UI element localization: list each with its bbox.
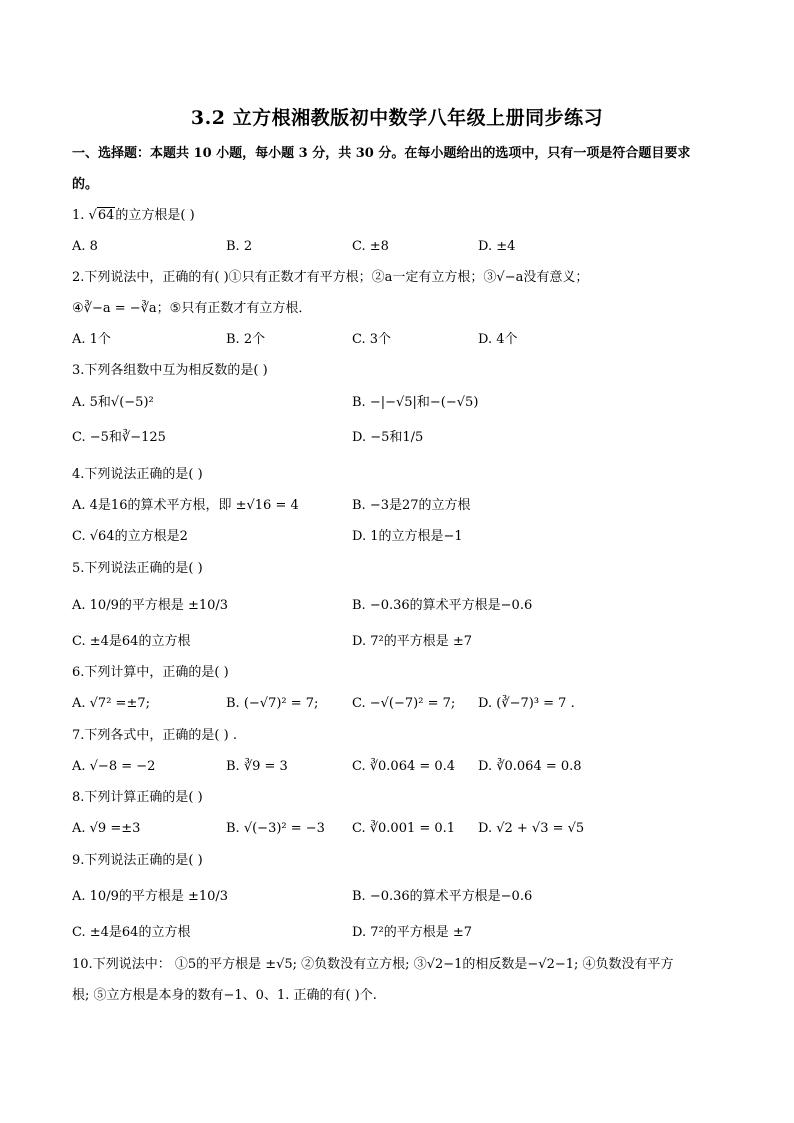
- page-title: 3.2 立方根湘教版初中数学八年级上册同步练习: [190, 107, 604, 129]
- q5-option-b[interactable]: B. −0.36的算术平方根是−0.6: [352, 598, 533, 613]
- q2-option-d[interactable]: D. 4个: [478, 332, 518, 347]
- q6-option-c[interactable]: C. −√(−7)² = 7;: [352, 696, 456, 711]
- q6-option-b[interactable]: B. (−√7)² = 7;: [226, 696, 319, 711]
- question-text: 下列说法正确的是( ): [84, 561, 203, 576]
- question-number: 4.: [72, 467, 85, 482]
- question-5-stem: [72, 560, 203, 578]
- q5-option-d[interactable]: D. 7²的平方根是 ±7: [352, 634, 473, 649]
- q9-option-a[interactable]: A. 10/9的平方根是 ±10/3: [72, 889, 229, 904]
- question-number: 3.: [72, 363, 85, 378]
- section-heading-line2: 的。: [72, 177, 99, 192]
- q5-option-c[interactable]: C. ±4是64的立方根: [72, 634, 191, 649]
- question-text: 下列说法正确的是( ): [84, 853, 203, 868]
- q1-option-b[interactable]: B. 2: [226, 239, 253, 254]
- q4-option-d[interactable]: D. 1的立方根是−1: [352, 529, 463, 544]
- question-10-stem-line2: 根; ⑤立方根是本身的数有−1、0、1. 正确的有( )个.: [72, 988, 377, 1003]
- question-number: 7.: [72, 728, 85, 743]
- sqrt-symbol-icon: √: [88, 208, 97, 223]
- q7-option-b[interactable]: B. ∛9 = 3: [226, 759, 288, 774]
- q7-option-d[interactable]: D. ∛0.064 = 0.8: [478, 759, 582, 774]
- q8-option-d[interactable]: D. √2 + √3 = √5: [478, 821, 585, 836]
- question-number: 5.: [72, 561, 85, 576]
- radicand: 64: [97, 208, 115, 223]
- question-3-stem: [72, 362, 268, 380]
- question-9-stem: [72, 852, 203, 870]
- question-1-stem: [72, 207, 195, 225]
- q3-option-b[interactable]: B. −|−√5|和−(−√5): [352, 395, 479, 410]
- question-text: 下列各组数中互为相反数的是( ): [84, 363, 268, 378]
- section-heading-line1: 一、选择题：本题共 10 小题，每小题 3 分，共 30 分。在每小题给出的选项中，只有一项是符合题目要求: [72, 146, 691, 161]
- question-2-stem-line1: [72, 269, 588, 287]
- question-number: 9.: [72, 853, 85, 868]
- question-text: 下列计算正确的是( ): [84, 790, 203, 805]
- q4-option-b[interactable]: B. −3是27的立方根: [352, 498, 471, 513]
- question-text: 下列说法正确的是( ): [84, 467, 203, 482]
- question-text: 下列说法中： ①5的平方根是 ±√5; ②负数没有立方根; ③√2−1的相反数是−√2−1; ④负数没有平方: [92, 957, 674, 972]
- question-2-stem-line2: ④∛−a = −∛a；⑤只有正数才有立方根．: [72, 301, 312, 316]
- q3-option-c[interactable]: C. −5和∛−125: [72, 430, 166, 445]
- q9-option-d[interactable]: D. 7²的平方根是 ±7: [352, 925, 473, 940]
- q2-option-a[interactable]: A. 1个: [72, 332, 111, 347]
- question-number: 8.: [72, 790, 85, 805]
- q4-option-c[interactable]: C. √64的立方根是2: [72, 529, 188, 544]
- q3-option-d[interactable]: D. −5和1/5: [352, 430, 424, 445]
- q1-option-a[interactable]: A. 8: [72, 239, 98, 254]
- q3-option-a[interactable]: A. 5和√(−5)²: [72, 395, 154, 410]
- q9-option-b[interactable]: B. −0.36的算术平方根是−0.6: [352, 889, 533, 904]
- question-text: 下列各式中，正确的是( ) .: [84, 728, 237, 743]
- question-4-stem: [72, 466, 203, 484]
- question-number: 10.: [72, 957, 93, 972]
- q2-option-c[interactable]: C. 3个: [352, 332, 392, 347]
- q1-option-c[interactable]: C. ±8: [352, 239, 389, 254]
- question-10-stem-line1: [72, 956, 674, 974]
- question-7-stem: [72, 727, 237, 745]
- q8-option-b[interactable]: B. √(−3)² = −3: [226, 821, 325, 836]
- q2-option-b[interactable]: B. 2个: [226, 332, 266, 347]
- question-number: 6.: [72, 665, 85, 680]
- question-text: 的立方根是( ): [115, 208, 195, 223]
- q8-option-a[interactable]: A. √9 =±3: [72, 821, 141, 836]
- question-text: 下列计算中，正确的是( ): [84, 665, 229, 680]
- question-8-stem: [72, 789, 203, 807]
- q7-option-c[interactable]: C. ∛0.064 = 0.4: [352, 759, 456, 774]
- q4-option-a[interactable]: A. 4是16的算术平方根，即 ±√16 = 4: [72, 498, 299, 513]
- question-6-stem: [72, 664, 229, 682]
- q5-option-a[interactable]: A. 10/9的平方根是 ±10/3: [72, 598, 229, 613]
- q9-option-c[interactable]: C. ±4是64的立方根: [72, 925, 191, 940]
- q8-option-c[interactable]: C. ∛0.001 = 0.1: [352, 821, 456, 836]
- question-text: 下列说法中，正确的有( )①只有正数才有平方根；②a一定有立方根；③√−a没有意义；: [84, 270, 589, 285]
- q6-option-d[interactable]: D. (∛−7)³ = 7 .: [478, 696, 575, 711]
- question-number: 1.: [72, 208, 85, 223]
- q7-option-a[interactable]: A. √−8 = −2: [72, 759, 156, 774]
- q1-option-d[interactable]: D. ±4: [478, 239, 516, 254]
- question-number: 2.: [72, 270, 85, 285]
- q6-option-a[interactable]: A. √7² =±7;: [72, 696, 150, 711]
